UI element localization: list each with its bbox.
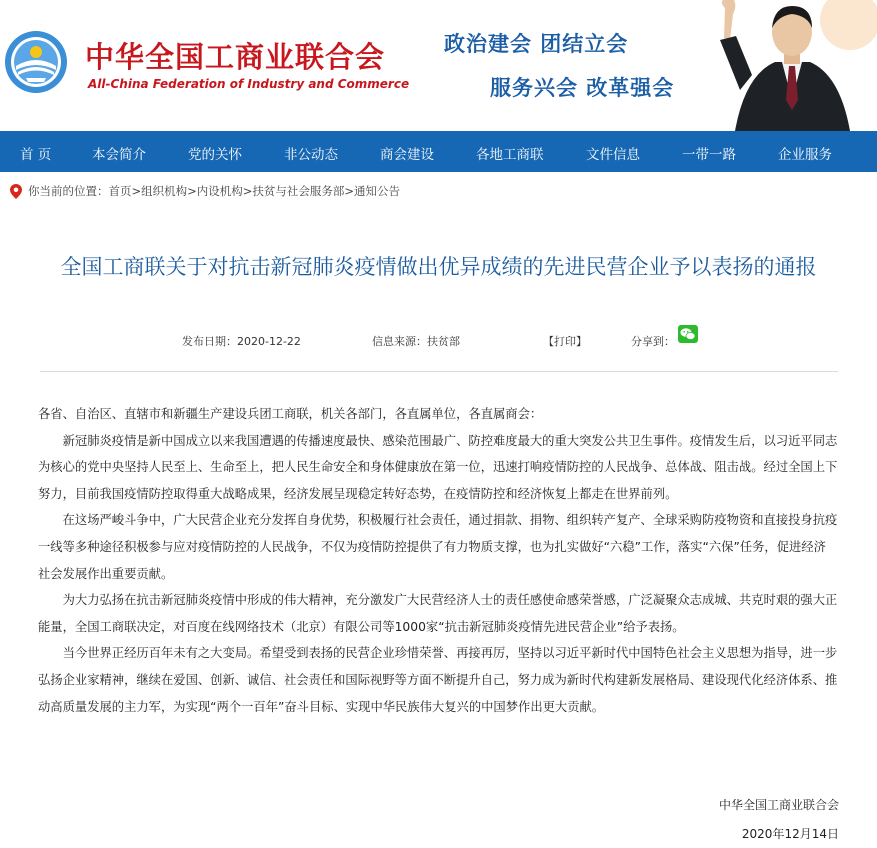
location-pin-icon (10, 184, 22, 199)
article-paragraph: 为大力弘扬在抗击新冠肺炎疫情中形成的伟大精神，充分激发广大民营经济人士的责任感使命感荣誉感，广泛凝聚众志成城、共克时艰的强大正能量，全国工商联决定，对百度在线网络技术（北京）有限公司等1000家“抗击新冠肺炎疫情先进民营企业”给予表扬。 (38, 593, 838, 634)
nav-item-belt-road[interactable]: 一带一路 (682, 147, 736, 163)
slogan-line-2: 服务兴会 改革强会 (490, 76, 675, 100)
nav-item-documents[interactable]: 文件信息 (586, 147, 640, 163)
article-body (38, 401, 838, 720)
wechat-icon[interactable] (678, 325, 698, 343)
breadcrumb (10, 182, 400, 200)
nav-item-about[interactable]: 本会简介 (92, 147, 146, 163)
site-header (0, 0, 877, 131)
breadcrumb-text[interactable]: 你当前的位置：首页>组织机构>内设机构>扶贫与社会服务部>通知公告 (28, 184, 401, 198)
article-signature: 中华全国工商业联合会 (718, 798, 839, 812)
main-nav (0, 131, 877, 172)
share-label: 分享到： (631, 335, 675, 348)
article-paragraph: 当今世界正经历百年未有之大变局。希望受到表扬的民营企业珍惜荣誉、再接再厉，坚持以习近平新时代中国特色社会主义思想为指导，进一步弘扬企业家精神，继续在爱国、创新、诚信、社会责任和国际视野等方面不断提升自己，努力成为新时代构建新发展格局、建设现代化经济体系、推动高质量发展的主力军，为实现“两个一百年”奋斗目标、实现中华民族伟大复兴的中国梦作出更大贡献。 (38, 646, 838, 714)
nav-item-local-federations[interactable]: 各地工商联 (476, 147, 544, 163)
print-button[interactable]: 【打印】 (543, 335, 587, 348)
nav-item-home[interactable]: 首 页 (20, 147, 52, 163)
org-name-en: All-China Federation of Industry and Commerce (88, 77, 410, 91)
nav-item-nonpublic-news[interactable]: 非公动态 (284, 147, 338, 163)
header-portrait-image (690, 0, 877, 131)
slogan-line-1: 政治建会 团结立会 (444, 32, 629, 56)
nav-item-party-care[interactable]: 党的关怀 (188, 147, 242, 163)
article-title: 全国工商联关于对抗击新冠肺炎疫情做出优异成绩的先进民营企业予以表扬的通报 (60, 255, 817, 279)
nav-item-enterprise-services[interactable]: 企业服务 (778, 147, 832, 163)
article-paragraph: 在这场严峻斗争中，广大民营企业充分发挥自身优势，积极履行社会责任，通过捐款、捐物、组织转产复产、全球采购防疫物资和直接投身抗疫一线等多种途径积极参与应对疫情防控的人民战争，不仅为疫情防控提供了有力物质支撑，也为扎实做好“六稳”工作，落实“六保”任务，促进经济社会发展作出重要贡献。 (38, 513, 838, 581)
info-source: 信息来源：扶贫部 (372, 335, 460, 348)
article-salutation: 各省、自治区、直辖市和新疆生产建设兵团工商联，机关各部门，各直属单位，各直属商会： (38, 407, 543, 421)
meta-divider (40, 371, 838, 372)
publish-date: 发布日期：2020-12-22 (182, 335, 301, 348)
article-sign-date: 2020年12月14日 (741, 827, 839, 841)
article-paragraph: 新冠肺炎疫情是新中国成立以来我国遭遇的传播速度最快、感染范围最广、防控难度最大的重大突发公共卫生事件。疫情发生后，以习近平同志为核心的党中央坚持人民至上、生命至上，把人民生命安全和身体健康放在第一位，迅速打响疫情防控的人民战争、总体战、阻击战。经过全国上下努力，目前我国疫情防控取得重大战略成果，经济发展呈现稳定转好态势，在疫情防控和经济恢复上都走在世界前列。 (38, 433, 838, 501)
org-name-cn[interactable]: 中华全国工商业联合会 (85, 40, 386, 74)
nav-item-chamber-building[interactable]: 商会建设 (380, 147, 434, 163)
acfic-logo-icon[interactable] (4, 30, 68, 94)
